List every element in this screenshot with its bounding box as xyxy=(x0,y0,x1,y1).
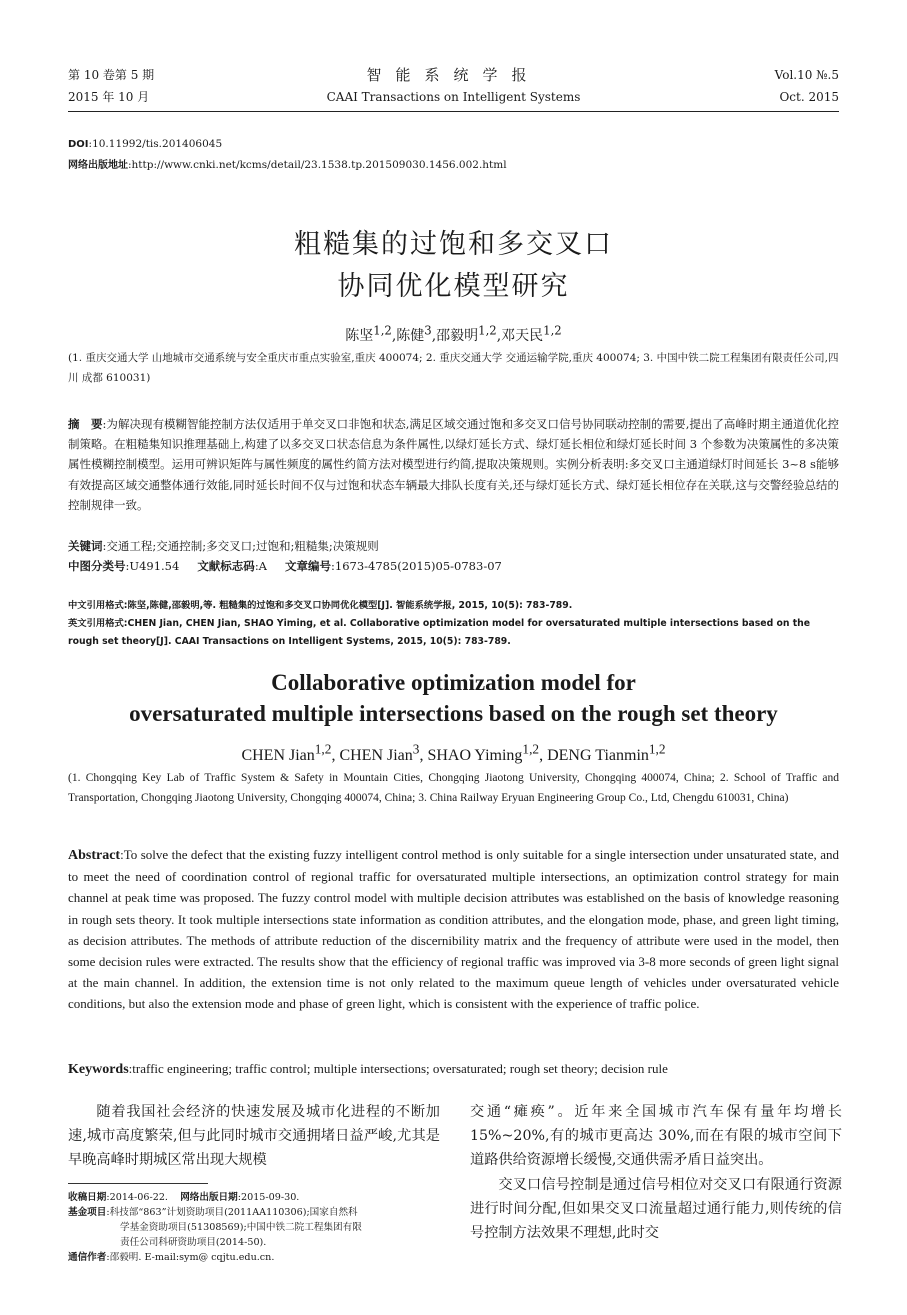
url-label: 网络出版地址 xyxy=(68,160,128,171)
journal-name-en: CAAI Transactions on Intelligent Systems xyxy=(326,90,581,104)
body-paragraph: 交通“瘫痪”。近年来全国城市汽车保有量年均增长 15%~20%,有的城市更高达 30%,而在有限的城市空间下道路供给资源增长缓慢,交通供需矛盾日益突出。 xyxy=(470,1104,842,1169)
fund-text-3: 责任公司科研资助项目(2014-50). xyxy=(120,1237,267,1248)
doi-label: DOI xyxy=(68,139,89,150)
author-cn: 邓天民$^{1,2}$ xyxy=(501,323,562,344)
doc-code-value: :A xyxy=(254,559,267,573)
doi-value[interactable]: :10.11992/tis.201406045 xyxy=(88,138,223,150)
article-number-value: :1673-4785(2015)05-0783-07 xyxy=(331,559,502,573)
fund-text-2: 学基金资助项目(51308569);中国中铁二院工程集团有限 xyxy=(120,1222,362,1233)
url-line xyxy=(68,155,507,176)
volume-issue-cn: 第 10 卷第 5 期 xyxy=(68,68,155,82)
fund-text-1: :科技部“863”计划资助项目(2011AA110306);国家自然科 xyxy=(106,1207,358,1218)
title-cn-line-1: 粗糙集的过饱和多交叉口 xyxy=(294,229,613,260)
author-en: CHEN Jian$^3$, xyxy=(339,742,428,765)
title-cn xyxy=(0,224,907,308)
online-date-label: 网络出版日期 xyxy=(180,1192,238,1203)
volume-issue-en: Vol.10 №.5 xyxy=(774,68,839,82)
clc-label: 中图分类号 xyxy=(68,559,126,573)
corresponding-text[interactable]: :邵毅明. E-mail:sym@ cqjtu.edu.cn. xyxy=(106,1252,275,1263)
online-date: :2015-09-30. xyxy=(237,1192,300,1203)
abstract-cn-label: 摘 要 xyxy=(68,417,103,431)
keywords-en-label: Keywords xyxy=(68,1062,129,1077)
keywords-cn-label: 关键词 xyxy=(68,539,103,553)
body-column-left xyxy=(68,1100,440,1173)
header-center xyxy=(68,64,839,108)
article-meta xyxy=(68,134,507,176)
header-rule xyxy=(68,111,839,112)
title-en-line-1: Collaborative optimization model for xyxy=(271,670,636,695)
online-url[interactable]: :http://www.cnki.net/kcms/detail/23.1538.tp.201509030.1456.002.html xyxy=(128,159,507,171)
running-header xyxy=(68,64,839,112)
received-date: :2014-06-22. xyxy=(106,1192,168,1203)
footnote-dates xyxy=(68,1190,440,1205)
abstract-cn-text: :为解决现有模糊智能控制方法仅适用于单交叉口非饱和状态,满足区域交通过饱和多交叉口信号协同联动控制的需要,提出了高峰时期主通道优化控制策略。在粗糙集知识推理基础上,构建了以多交叉口状态信息为条件属性,以绿灯延长方式、绿灯延长相位和绿灯延长时间 3 个参数为决策属性的多决策属性模糊控制模型。运用可辨识矩阵与属性频度的属性约简方法对模型进行约简,提取决策规则。实例分析表明:多交叉口主通道绿灯时间延长 3~8 s能够有效提高区域交通整体通行效能,同时延长时间不仅与过饱和状态车辆最大排队长度有关,还与绿灯延长方式、绿灯延长相位存在关联,这与交警经验总结的控制规律一致。 xyxy=(68,417,840,512)
date-cn: 2015 年 10 月 xyxy=(68,90,150,104)
author-cn: 陈健$^3$, xyxy=(396,323,437,344)
author-cn: 陈坚$^{1,2}$, xyxy=(345,323,397,344)
abstract-en-text: :To solve the defect that the existing fuzzy intelligent control method is only suitable for a single intersection under unsaturated state, and to meet the need of coordination control of regional traffic for oversaturated multiple intersections, an optimization control strategy for main channel at peak time was proposed. The fuzzy control model with multiple decision attributes was established on the basis of knowledge reasoning in rough sets theory. It took multiple intersections state information as condition attributes, and the elongation mode, phase, and green light timing, as decision attributes. The methods of attribute reduction of the discernibility matrix and the frequency of attribute were used in the model, then some decision rules were extracted. The results show that the efficiency of regional traffic was improved via 3-8 more seconds of green light signal at the main channel. In addition, the extension time is not only related to the maximum queue length of vehicles under oversaturated vehicle conditions, but also the extension mode and phase of green light, which is consistent with the experience of traffic police. xyxy=(68,847,839,1012)
keywords-en xyxy=(68,1058,839,1080)
footnote-corresponding xyxy=(68,1250,440,1265)
body-column-right xyxy=(470,1100,842,1245)
title-en xyxy=(0,667,907,729)
footnote-rule xyxy=(68,1183,208,1184)
author-cn: 邵毅明$^{1,2}$, xyxy=(436,323,502,344)
body-paragraph: 随着我国社会经济的快速发展及城市化进程的不断加速,城市高度繁荣,但与此同时城市交通拥堵日益严峻,尤其是早晚高峰时期城区常出现大规模 xyxy=(68,1104,440,1169)
keywords-cn xyxy=(68,536,839,556)
keywords-cn-text: :交通工程;交通控制;多交叉口;过饱和;粗糙集;决策规则 xyxy=(102,539,379,553)
corresponding-label: 通信作者 xyxy=(68,1252,107,1263)
affiliation-cn: (1. 重庆交通大学 山地城市交通系统与安全重庆市重点实验室,重庆 400074; 2. 重庆交通大学 交通运输学院,重庆 400074; 3. 中国中铁二院工程集团有限责任公司,四川 成都 610031) xyxy=(68,352,839,384)
author-en: SHAO Yiming$^{1,2}$, xyxy=(427,742,548,765)
citation-format xyxy=(68,597,839,651)
abstract-en-label: Abstract xyxy=(68,848,121,863)
author-en: CHEN Jian$^{1,2}$, xyxy=(241,742,340,765)
title-cn-line-2: 协同优化模型研究 xyxy=(337,271,570,302)
abstract-en xyxy=(68,844,839,1015)
article-number-label: 文章编号 xyxy=(285,559,331,573)
fund-label: 基金项目 xyxy=(68,1207,107,1218)
citation-cn: 中文引用格式:陈坚,陈健,邵毅明,等. 粗糙集的过饱和多交叉口协同优化模型[J]. 智能系统学报, 2015, 10(5): 783-789. xyxy=(68,600,573,611)
date-en: Oct. 2015 xyxy=(779,90,839,104)
authors-cn xyxy=(0,323,907,345)
doc-code-label: 文献标志码 xyxy=(197,559,255,573)
footnote-fund xyxy=(68,1205,440,1220)
author-en: DENG Tianmin$^{1,2}$ xyxy=(547,742,666,765)
received-label: 收稿日期 xyxy=(68,1192,107,1203)
abstract-cn xyxy=(68,414,839,515)
authors-en xyxy=(0,742,907,765)
doi-line xyxy=(68,134,507,155)
citation-en: 英文引用格式:CHEN Jian, CHEN Jian, SHAO Yiming, et al. Collaborative optimization model for oversaturated multiple intersections based on the rough set theory[J]. CAAI Transactions on Intelligent Systems, 2015, 10(5): 783-789. xyxy=(68,618,811,647)
affiliation-en: (1. Chongqing Key Lab of Traffic System & Safety in Mountain Cities, Chongqing Jiaotong University, Chongqing 400074, China; 2. School of Traffic and Transportation, Chongqing Jiaotong University, Chongqing 400074, China; 3. China Railway Eryuan Engineering Group Co., Ltd, Chengdu 610031, China) xyxy=(68,772,839,804)
header-right xyxy=(775,64,839,108)
keywords-en-text: :traffic engineering; traffic control; multiple intersections; oversaturated; rough set theory; decision rule xyxy=(128,1061,668,1076)
body-paragraph: 交叉口信号控制是通过信号相位对交叉口有限通行资源进行时间分配,但如果交叉口流量超过通行能力,则传统的信号控制方法效果不理想,此时交 xyxy=(470,1176,842,1242)
title-en-line-2: oversaturated multiple intersections based on the rough set theory xyxy=(129,701,778,726)
footnotes xyxy=(68,1190,440,1265)
clc-value: :U491.54 xyxy=(125,559,180,573)
classification-line xyxy=(68,556,839,576)
journal-name-cn: 智能系统学报 xyxy=(366,66,541,84)
